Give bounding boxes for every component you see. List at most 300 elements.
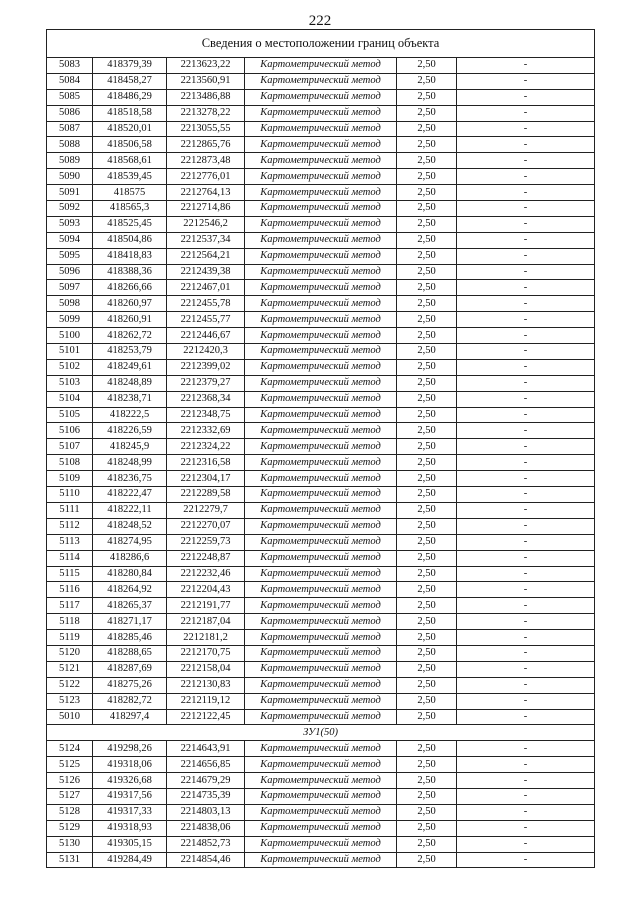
method-cell: Картометрический метод: [245, 407, 397, 423]
description-cell: -: [457, 280, 595, 296]
y-coordinate-cell: 2214838,06: [167, 820, 245, 836]
table-row: [47, 312, 595, 328]
y-coordinate-cell: 2213486,88: [167, 89, 245, 105]
method-cell: Картометрический метод: [245, 439, 397, 455]
accuracy-cell: 2,50: [397, 391, 457, 407]
point-number-cell: 5112: [47, 518, 93, 534]
x-coordinate-cell: 418260,91: [93, 312, 167, 328]
accuracy-cell: 2,50: [397, 598, 457, 614]
description-cell: -: [457, 661, 595, 677]
x-coordinate-cell: 418271,17: [93, 614, 167, 630]
accuracy-cell: 2,50: [397, 359, 457, 375]
point-number-cell: 5107: [47, 439, 93, 455]
point-number-cell: 5111: [47, 502, 93, 518]
accuracy-cell: 2,50: [397, 550, 457, 566]
x-coordinate-cell: 419317,33: [93, 804, 167, 820]
table-row: [47, 201, 595, 217]
y-coordinate-cell: 2212324,22: [167, 439, 245, 455]
point-number-cell: 5110: [47, 487, 93, 503]
x-coordinate-cell: 418248,99: [93, 455, 167, 471]
y-coordinate-cell: 2212368,34: [167, 391, 245, 407]
accuracy-cell: 2,50: [397, 264, 457, 280]
y-coordinate-cell: 2212130,83: [167, 677, 245, 693]
x-coordinate-cell: 419298,26: [93, 741, 167, 757]
accuracy-cell: 2,50: [397, 296, 457, 312]
y-coordinate-cell: 2212304,17: [167, 471, 245, 487]
table-row: [47, 359, 595, 375]
table-row: [47, 757, 595, 773]
accuracy-cell: 2,50: [397, 820, 457, 836]
description-cell: -: [457, 788, 595, 804]
table-row: [47, 73, 595, 89]
accuracy-cell: 2,50: [397, 439, 457, 455]
method-cell: Картометрический метод: [245, 836, 397, 852]
point-number-cell: 5101: [47, 344, 93, 360]
y-coordinate-cell: 2212332,69: [167, 423, 245, 439]
y-coordinate-cell: 2212546,2: [167, 216, 245, 232]
table-row: [47, 105, 595, 121]
table-row: [47, 566, 595, 582]
table-row: [47, 741, 595, 757]
point-number-cell: 5114: [47, 550, 93, 566]
point-number-cell: 5099: [47, 312, 93, 328]
point-number-cell: 5106: [47, 423, 93, 439]
y-coordinate-cell: 2212865,76: [167, 137, 245, 153]
method-cell: Картометрический метод: [245, 58, 397, 74]
point-number-cell: 5085: [47, 89, 93, 105]
description-cell: -: [457, 804, 595, 820]
method-cell: Картометрический метод: [245, 773, 397, 789]
table-title-row: [47, 30, 595, 58]
accuracy-cell: 2,50: [397, 232, 457, 248]
point-number-cell: 5113: [47, 534, 93, 550]
method-cell: Картометрический метод: [245, 502, 397, 518]
method-cell: Картометрический метод: [245, 804, 397, 820]
method-cell: Картометрический метод: [245, 709, 397, 725]
table-row: [47, 645, 595, 661]
method-cell: Картометрический метод: [245, 582, 397, 598]
accuracy-cell: 2,50: [397, 741, 457, 757]
description-cell: -: [457, 264, 595, 280]
description-cell: -: [457, 502, 595, 518]
description-cell: -: [457, 836, 595, 852]
method-cell: Картометрический метод: [245, 105, 397, 121]
method-cell: Картометрический метод: [245, 344, 397, 360]
accuracy-cell: 2,50: [397, 661, 457, 677]
method-cell: Картометрический метод: [245, 280, 397, 296]
description-cell: -: [457, 582, 595, 598]
table-row: [47, 407, 595, 423]
table-row: [47, 487, 595, 503]
table-row: [47, 630, 595, 646]
description-cell: -: [457, 439, 595, 455]
x-coordinate-cell: 418274,95: [93, 534, 167, 550]
table-row: [47, 804, 595, 820]
y-coordinate-cell: 2212399,02: [167, 359, 245, 375]
description-cell: -: [457, 614, 595, 630]
accuracy-cell: 2,50: [397, 407, 457, 423]
description-cell: -: [457, 137, 595, 153]
accuracy-cell: 2,50: [397, 773, 457, 789]
boundary-coordinates-table: [46, 29, 595, 868]
table-row: [47, 439, 595, 455]
accuracy-cell: 2,50: [397, 169, 457, 185]
y-coordinate-cell: 2212467,01: [167, 280, 245, 296]
x-coordinate-cell: 418282,72: [93, 693, 167, 709]
description-cell: -: [457, 216, 595, 232]
description-cell: -: [457, 73, 595, 89]
x-coordinate-cell: 418458,27: [93, 73, 167, 89]
y-coordinate-cell: 2212289,58: [167, 487, 245, 503]
description-cell: -: [457, 852, 595, 868]
y-coordinate-cell: 2212873,48: [167, 153, 245, 169]
description-cell: -: [457, 232, 595, 248]
point-number-cell: 5123: [47, 693, 93, 709]
method-cell: Картометрический метод: [245, 201, 397, 217]
method-cell: Картометрический метод: [245, 216, 397, 232]
y-coordinate-cell: 2212379,27: [167, 375, 245, 391]
section-row: [47, 725, 595, 741]
method-cell: Картометрический метод: [245, 312, 397, 328]
description-cell: -: [457, 566, 595, 582]
method-cell: Картометрический метод: [245, 232, 397, 248]
table-row: [47, 296, 595, 312]
table-row: [47, 693, 595, 709]
table-row: [47, 773, 595, 789]
method-cell: Картометрический метод: [245, 375, 397, 391]
method-cell: Картометрический метод: [245, 741, 397, 757]
y-coordinate-cell: 2212279,7: [167, 502, 245, 518]
accuracy-cell: 2,50: [397, 455, 457, 471]
description-cell: -: [457, 534, 595, 550]
accuracy-cell: 2,50: [397, 677, 457, 693]
method-cell: Картометрический метод: [245, 455, 397, 471]
x-coordinate-cell: 418248,52: [93, 518, 167, 534]
description-cell: -: [457, 518, 595, 534]
table-row: [47, 598, 595, 614]
accuracy-cell: 2,50: [397, 248, 457, 264]
x-coordinate-cell: 419318,93: [93, 820, 167, 836]
x-coordinate-cell: 418539,45: [93, 169, 167, 185]
y-coordinate-cell: 2214852,73: [167, 836, 245, 852]
description-cell: -: [457, 598, 595, 614]
table-row: [47, 264, 595, 280]
accuracy-cell: 2,50: [397, 852, 457, 868]
accuracy-cell: 2,50: [397, 757, 457, 773]
y-coordinate-cell: 2212564,21: [167, 248, 245, 264]
point-number-cell: 5095: [47, 248, 93, 264]
x-coordinate-cell: 418264,92: [93, 582, 167, 598]
description-cell: -: [457, 423, 595, 439]
accuracy-cell: 2,50: [397, 566, 457, 582]
table-row: [47, 153, 595, 169]
point-number-cell: 5122: [47, 677, 93, 693]
description-cell: -: [457, 328, 595, 344]
method-cell: Картометрический метод: [245, 757, 397, 773]
table-row: [47, 328, 595, 344]
accuracy-cell: 2,50: [397, 534, 457, 550]
table-row: [47, 455, 595, 471]
table-row: [47, 89, 595, 105]
y-coordinate-cell: 2212270,07: [167, 518, 245, 534]
page-number: 222: [308, 13, 332, 29]
description-cell: -: [457, 471, 595, 487]
method-cell: Картометрический метод: [245, 645, 397, 661]
point-number-cell: 5090: [47, 169, 93, 185]
accuracy-cell: 2,50: [397, 105, 457, 121]
table-row: [47, 185, 595, 201]
table-row: [47, 709, 595, 725]
point-number-cell: 5089: [47, 153, 93, 169]
x-coordinate-cell: 418275,26: [93, 677, 167, 693]
method-cell: Картометрический метод: [245, 423, 397, 439]
point-number-cell: 5102: [47, 359, 93, 375]
method-cell: Картометрический метод: [245, 566, 397, 582]
description-cell: -: [457, 58, 595, 74]
x-coordinate-cell: 419305,15: [93, 836, 167, 852]
accuracy-cell: 2,50: [397, 645, 457, 661]
accuracy-cell: 2,50: [397, 471, 457, 487]
accuracy-cell: 2,50: [397, 137, 457, 153]
description-cell: -: [457, 169, 595, 185]
description-cell: -: [457, 344, 595, 360]
table-row: [47, 423, 595, 439]
method-cell: Картометрический метод: [245, 359, 397, 375]
y-coordinate-cell: 2212158,04: [167, 661, 245, 677]
method-cell: Картометрический метод: [245, 391, 397, 407]
method-cell: Картометрический метод: [245, 550, 397, 566]
x-coordinate-cell: 418236,75: [93, 471, 167, 487]
table-row: [47, 232, 595, 248]
point-number-cell: 5010: [47, 709, 93, 725]
method-cell: Картометрический метод: [245, 121, 397, 137]
accuracy-cell: 2,50: [397, 153, 457, 169]
point-number-cell: 5130: [47, 836, 93, 852]
accuracy-cell: 2,50: [397, 58, 457, 74]
point-number-cell: 5131: [47, 852, 93, 868]
point-number-cell: 5118: [47, 614, 93, 630]
method-cell: Картометрический метод: [245, 518, 397, 534]
y-coordinate-cell: 2213055,55: [167, 121, 245, 137]
x-coordinate-cell: 418504,86: [93, 232, 167, 248]
point-number-cell: 5091: [47, 185, 93, 201]
x-coordinate-cell: 418260,97: [93, 296, 167, 312]
section-label: ЗУ1(50): [47, 725, 595, 741]
accuracy-cell: 2,50: [397, 201, 457, 217]
description-cell: -: [457, 820, 595, 836]
y-coordinate-cell: 2212259,73: [167, 534, 245, 550]
method-cell: Картометрический метод: [245, 852, 397, 868]
point-number-cell: 5097: [47, 280, 93, 296]
table-row: [47, 375, 595, 391]
point-number-cell: 5109: [47, 471, 93, 487]
x-coordinate-cell: 419318,06: [93, 757, 167, 773]
accuracy-cell: 2,50: [397, 423, 457, 439]
accuracy-cell: 2,50: [397, 89, 457, 105]
point-number-cell: 5129: [47, 820, 93, 836]
description-cell: -: [457, 757, 595, 773]
y-coordinate-cell: 2212232,46: [167, 566, 245, 582]
method-cell: Картометрический метод: [245, 89, 397, 105]
point-number-cell: 5098: [47, 296, 93, 312]
point-number-cell: 5105: [47, 407, 93, 423]
point-number-cell: 5127: [47, 788, 93, 804]
table-row: [47, 614, 595, 630]
description-cell: -: [457, 550, 595, 566]
accuracy-cell: 2,50: [397, 630, 457, 646]
accuracy-cell: 2,50: [397, 344, 457, 360]
x-coordinate-cell: 418253,79: [93, 344, 167, 360]
x-coordinate-cell: 418568,61: [93, 153, 167, 169]
method-cell: Картометрический метод: [245, 248, 397, 264]
description-cell: -: [457, 677, 595, 693]
x-coordinate-cell: 418248,89: [93, 375, 167, 391]
x-coordinate-cell: 418565,3: [93, 201, 167, 217]
point-number-cell: 5120: [47, 645, 93, 661]
x-coordinate-cell: 418222,11: [93, 502, 167, 518]
y-coordinate-cell: 2213278,22: [167, 105, 245, 121]
y-coordinate-cell: 2212714,86: [167, 201, 245, 217]
table-row: [47, 137, 595, 153]
y-coordinate-cell: 2214854,46: [167, 852, 245, 868]
x-coordinate-cell: 418280,84: [93, 566, 167, 582]
x-coordinate-cell: 418222,47: [93, 487, 167, 503]
method-cell: Картометрический метод: [245, 598, 397, 614]
table-row: [47, 391, 595, 407]
y-coordinate-cell: 2213623,22: [167, 58, 245, 74]
description-cell: -: [457, 645, 595, 661]
y-coordinate-cell: 2214679,29: [167, 773, 245, 789]
y-coordinate-cell: 2212446,67: [167, 328, 245, 344]
description-cell: -: [457, 407, 595, 423]
y-coordinate-cell: 2212420,3: [167, 344, 245, 360]
y-coordinate-cell: 2212439,38: [167, 264, 245, 280]
point-number-cell: 5108: [47, 455, 93, 471]
method-cell: Картометрический метод: [245, 788, 397, 804]
y-coordinate-cell: 2212191,77: [167, 598, 245, 614]
accuracy-cell: 2,50: [397, 518, 457, 534]
point-number-cell: 5128: [47, 804, 93, 820]
description-cell: -: [457, 201, 595, 217]
accuracy-cell: 2,50: [397, 709, 457, 725]
point-number-cell: 5125: [47, 757, 93, 773]
method-cell: Картометрический метод: [245, 661, 397, 677]
x-coordinate-cell: 418525,45: [93, 216, 167, 232]
accuracy-cell: 2,50: [397, 804, 457, 820]
y-coordinate-cell: 2212248,87: [167, 550, 245, 566]
table-row: [47, 582, 595, 598]
method-cell: Картометрический метод: [245, 487, 397, 503]
point-number-cell: 5087: [47, 121, 93, 137]
method-cell: Картометрический метод: [245, 328, 397, 344]
y-coordinate-cell: 2214803,13: [167, 804, 245, 820]
method-cell: Картометрический метод: [245, 471, 397, 487]
accuracy-cell: 2,50: [397, 216, 457, 232]
accuracy-cell: 2,50: [397, 502, 457, 518]
method-cell: Картометрический метод: [245, 153, 397, 169]
accuracy-cell: 2,50: [397, 312, 457, 328]
description-cell: -: [457, 248, 595, 264]
point-number-cell: 5088: [47, 137, 93, 153]
y-coordinate-cell: 2212537,34: [167, 232, 245, 248]
x-coordinate-cell: 418262,72: [93, 328, 167, 344]
point-number-cell: 5121: [47, 661, 93, 677]
y-coordinate-cell: 2212455,78: [167, 296, 245, 312]
y-coordinate-cell: 2212204,43: [167, 582, 245, 598]
y-coordinate-cell: 2212776,01: [167, 169, 245, 185]
table-row: [47, 502, 595, 518]
x-coordinate-cell: 418287,69: [93, 661, 167, 677]
accuracy-cell: 2,50: [397, 487, 457, 503]
x-coordinate-cell: 418520,01: [93, 121, 167, 137]
description-cell: -: [457, 741, 595, 757]
point-number-cell: 5093: [47, 216, 93, 232]
method-cell: Картометрический метод: [245, 534, 397, 550]
y-coordinate-cell: 2212348,75: [167, 407, 245, 423]
table-row: [47, 248, 595, 264]
description-cell: -: [457, 153, 595, 169]
point-number-cell: 5115: [47, 566, 93, 582]
accuracy-cell: 2,50: [397, 788, 457, 804]
x-coordinate-cell: 418285,46: [93, 630, 167, 646]
table-row: [47, 677, 595, 693]
y-coordinate-cell: 2212455,77: [167, 312, 245, 328]
x-coordinate-cell: 418297,4: [93, 709, 167, 725]
accuracy-cell: 2,50: [397, 185, 457, 201]
accuracy-cell: 2,50: [397, 836, 457, 852]
description-cell: -: [457, 296, 595, 312]
description-cell: -: [457, 487, 595, 503]
y-coordinate-cell: 2214735,39: [167, 788, 245, 804]
table-row: [47, 121, 595, 137]
point-number-cell: 5094: [47, 232, 93, 248]
point-number-cell: 5096: [47, 264, 93, 280]
method-cell: Картометрический метод: [245, 693, 397, 709]
accuracy-cell: 2,50: [397, 328, 457, 344]
table-row: [47, 852, 595, 868]
x-coordinate-cell: 418506,58: [93, 137, 167, 153]
method-cell: Картометрический метод: [245, 614, 397, 630]
point-number-cell: 5119: [47, 630, 93, 646]
method-cell: Картометрический метод: [245, 820, 397, 836]
description-cell: -: [457, 312, 595, 328]
method-cell: Картометрический метод: [245, 185, 397, 201]
description-cell: -: [457, 121, 595, 137]
description-cell: -: [457, 359, 595, 375]
table-row: [47, 836, 595, 852]
x-coordinate-cell: 418288,65: [93, 645, 167, 661]
method-cell: Картометрический метод: [245, 73, 397, 89]
point-number-cell: 5086: [47, 105, 93, 121]
x-coordinate-cell: 418226,59: [93, 423, 167, 439]
description-cell: -: [457, 455, 595, 471]
description-cell: -: [457, 630, 595, 646]
table-row: [47, 58, 595, 74]
y-coordinate-cell: 2212181,2: [167, 630, 245, 646]
table-row: [47, 534, 595, 550]
point-number-cell: 5124: [47, 741, 93, 757]
y-coordinate-cell: 2214656,85: [167, 757, 245, 773]
x-coordinate-cell: 419317,56: [93, 788, 167, 804]
method-cell: Картометрический метод: [245, 264, 397, 280]
x-coordinate-cell: 418238,71: [93, 391, 167, 407]
point-number-cell: 5092: [47, 201, 93, 217]
x-coordinate-cell: 418379,39: [93, 58, 167, 74]
x-coordinate-cell: 418388,36: [93, 264, 167, 280]
y-coordinate-cell: 2214643,91: [167, 741, 245, 757]
description-cell: -: [457, 773, 595, 789]
x-coordinate-cell: 418266,66: [93, 280, 167, 296]
